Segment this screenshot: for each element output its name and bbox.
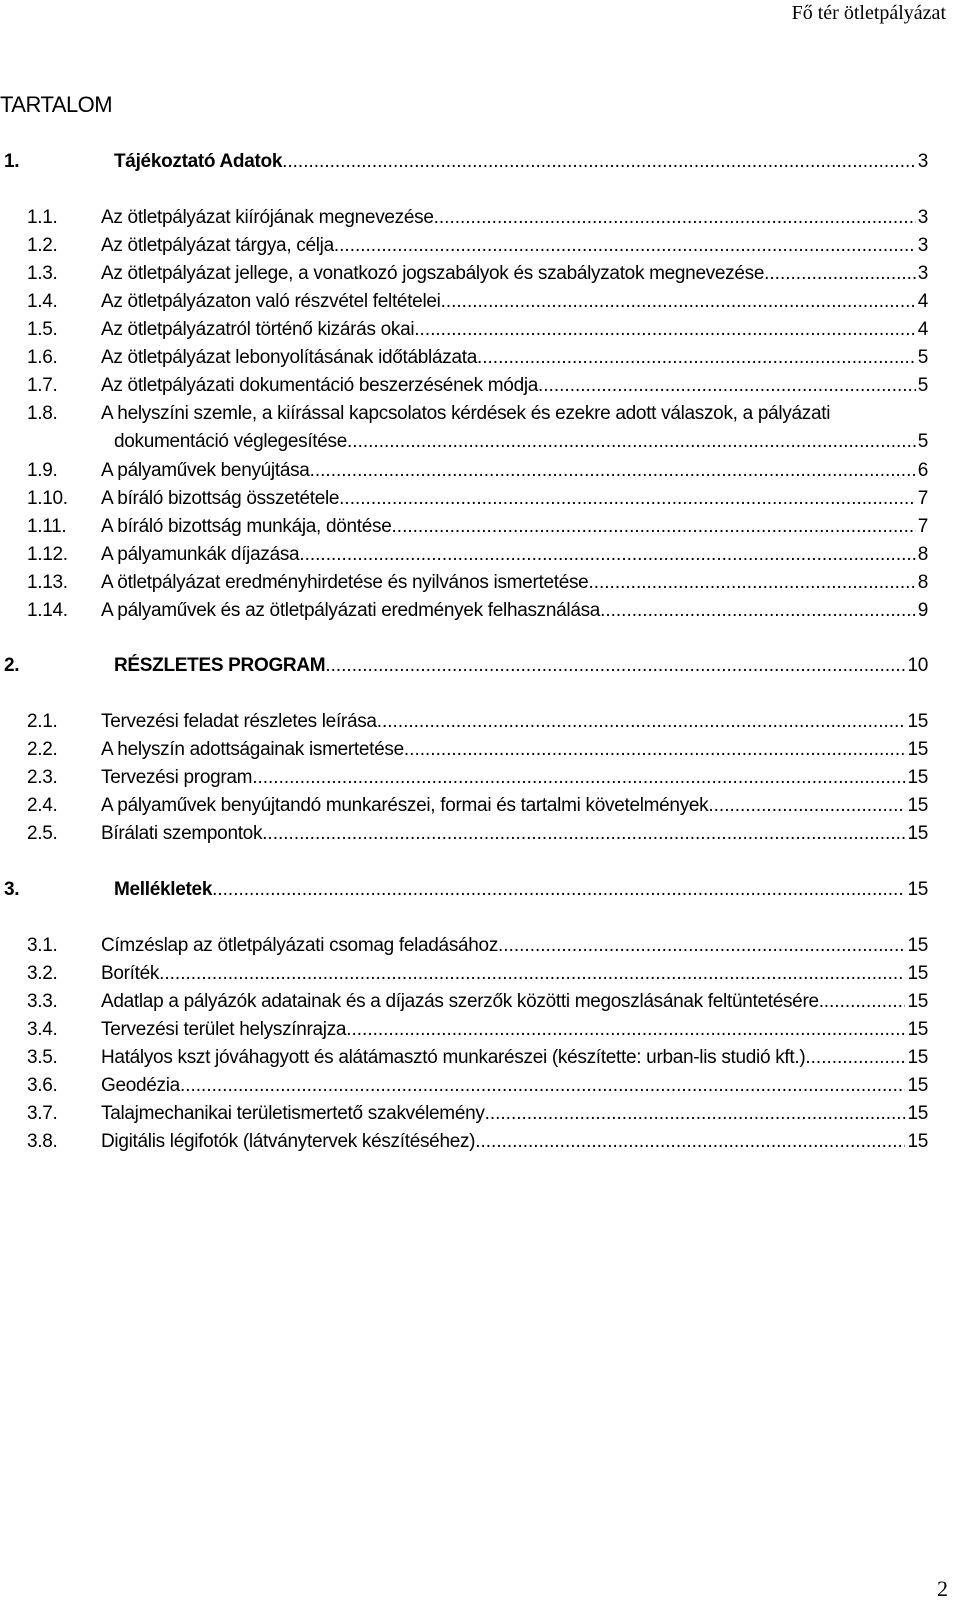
toc-entry-page: 15 xyxy=(907,935,928,956)
toc-entry-page: 8 xyxy=(917,572,928,593)
toc-entry-title: Mellékletek xyxy=(114,879,213,900)
toc-entry-title: Az ötletpályázat lebonyolításának időtáblázata xyxy=(101,347,477,368)
toc-entry-title: Tervezési program xyxy=(101,767,253,788)
toc-entry-number: 1.2. xyxy=(27,235,58,256)
toc-entry-title: Az ötletpályázat jellege, a vonatkozó jogszabályok és szabályzatok megnevezése xyxy=(101,263,765,284)
dot-leader xyxy=(252,766,905,790)
toc-entry-title: A bíráló bizottság munkája, döntése xyxy=(101,516,392,537)
toc-entry-number: 3.3. xyxy=(27,991,58,1012)
dot-leader xyxy=(212,878,905,902)
toc-entry-number: 2.5. xyxy=(27,823,58,844)
toc-entry-title: A pályaművek benyújtandó munkarészei, formai és tartalmi követelmények xyxy=(101,795,709,816)
toc-entry-number: 3.6. xyxy=(27,1075,58,1096)
dot-leader xyxy=(377,710,906,734)
dot-leader xyxy=(475,1130,905,1154)
toc-entry-number: 1. xyxy=(4,151,20,172)
dot-leader xyxy=(708,794,905,818)
toc-entry-number: 1.6. xyxy=(27,347,58,368)
toc-entry-page: 7 xyxy=(917,516,928,537)
toc-entry-title: Bírálati szempontok xyxy=(101,823,263,844)
toc-entry-number: 2.2. xyxy=(27,739,58,760)
dot-leader xyxy=(346,1018,905,1042)
dot-leader xyxy=(404,738,906,762)
dot-leader xyxy=(334,234,916,258)
dot-leader xyxy=(339,487,916,511)
dot-leader xyxy=(159,962,905,986)
toc-entry-page: 15 xyxy=(907,1047,928,1068)
toc-entry-page: 3 xyxy=(917,263,928,284)
toc-entry-number: 1.8. xyxy=(27,403,58,424)
toc-entry-number: 2.3. xyxy=(27,767,58,788)
dot-leader xyxy=(414,318,915,342)
toc-entry-page: 9 xyxy=(917,600,928,621)
toc-entry-title: Címzéslap az ötletpályázati csomag feladásához xyxy=(101,935,499,956)
dot-leader xyxy=(600,599,916,623)
toc-entry-number: 3.5. xyxy=(27,1047,58,1068)
toc-entry-page: 3 xyxy=(917,151,928,172)
dot-leader xyxy=(325,654,905,678)
toc-entry-title: Az ötletpályázati dokumentáció beszerzésének módja xyxy=(101,375,539,396)
toc-entry-number: 1.3. xyxy=(27,263,58,284)
dot-leader xyxy=(824,990,906,1014)
toc-entry-title-line1: A helyszíni szemle, a kiírással kapcsolatos kérdések és ezekre adott válaszok, a pályázati xyxy=(101,403,831,424)
toc-entry-page: 4 xyxy=(917,319,928,340)
toc-entry-number: 3.2. xyxy=(27,963,58,984)
toc-entry-page: 15 xyxy=(907,767,928,788)
toc-entry-title: Tervezési feladat részletes leírása xyxy=(101,711,377,732)
toc-entry-title: RÉSZLETES PROGRAM xyxy=(114,655,326,676)
toc-entry-title: Hatályos kszt jóváhagyott és alátámasztó munkarészei (készítette: urban-lis studió kft.) xyxy=(101,1047,806,1068)
dot-leader xyxy=(538,374,916,398)
toc-entry-page: 8 xyxy=(917,544,928,565)
toc-entry-page: 15 xyxy=(907,823,928,844)
toc-entry-page: 15 xyxy=(907,879,928,900)
toc-entry-number: 3.8. xyxy=(27,1131,58,1152)
toc-entry-page: 15 xyxy=(907,991,928,1012)
dot-leader xyxy=(310,459,916,483)
running-header: Fő tér ötletpályázat xyxy=(791,2,946,24)
toc-entry-page: 15 xyxy=(907,1075,928,1096)
toc-entry-title-line2: dokumentáció véglegesítése xyxy=(114,431,348,452)
toc-entry-number: 1.4. xyxy=(27,291,58,312)
toc-title: TARTALOM xyxy=(0,92,113,117)
toc-entry-page: 3 xyxy=(917,235,928,256)
toc-entry-page: 15 xyxy=(907,1103,928,1124)
dot-leader xyxy=(262,822,905,846)
dot-leader xyxy=(764,262,916,286)
toc-entry-number: 1.1. xyxy=(27,207,58,228)
toc-entry-number: 3. xyxy=(4,879,20,900)
dot-leader xyxy=(441,290,916,314)
page-number: 2 xyxy=(937,1576,948,1601)
dot-leader xyxy=(477,346,916,370)
toc-entry-page: 15 xyxy=(907,739,928,760)
toc-entry-title: A pályamunkák díjazása xyxy=(101,544,300,565)
toc-entry-number: 2. xyxy=(4,655,20,676)
toc-entry-title: Az ötletpályázat tárgya, célja xyxy=(101,235,334,256)
toc-entry-title: Az ötletpályázatról történő kizárás okai xyxy=(101,319,415,340)
toc-entry-title: A helyszín adottságainak ismertetése xyxy=(101,739,404,760)
toc-entry-number: 1.10. xyxy=(27,488,68,509)
toc-entry-page: 6 xyxy=(917,460,928,481)
toc-entry-page: 15 xyxy=(907,1131,928,1152)
toc-entry-page: 5 xyxy=(917,347,928,368)
toc-entry-title: Boríték xyxy=(101,963,160,984)
toc-entry-title: Az ötletpályázaton való részvétel feltételei xyxy=(101,291,441,312)
toc-entry-page: 4 xyxy=(917,291,928,312)
toc-entry-number: 1.11. xyxy=(27,516,67,537)
dot-leader xyxy=(434,206,916,230)
toc-entry-title: A pályaművek benyújtása xyxy=(101,460,310,481)
toc-entry-page: 15 xyxy=(907,711,928,732)
toc-entry-number: 1.5. xyxy=(27,319,58,340)
toc-entry-number: 1.7. xyxy=(27,375,58,396)
dot-leader xyxy=(299,543,915,567)
toc-entry-title: Talajmechanikai területismertető szakvélemény xyxy=(101,1103,485,1124)
dot-leader xyxy=(485,1102,906,1126)
dot-leader xyxy=(282,150,916,174)
toc-entry-page: 3 xyxy=(917,207,928,228)
dot-leader xyxy=(347,430,916,454)
toc-entry-title: A bíráló bizottság összetétele xyxy=(101,488,340,509)
toc-entry-title: Adatlap a pályázók adatainak és a díjazás szerzők közötti megoszlásának feltüntetésére. xyxy=(101,991,824,1012)
toc-entry-page: 5 xyxy=(917,375,928,396)
toc-entry-number: 3.7. xyxy=(27,1103,58,1124)
toc-entry-page: 7 xyxy=(917,488,928,509)
toc-entry-number: 2.1. xyxy=(27,711,58,732)
toc-entry-title: A ötletpályázat eredményhirdetése és nyilvános ismertetése xyxy=(101,572,589,593)
toc-entry-number: 2.4. xyxy=(27,795,58,816)
toc-entry-page: 15 xyxy=(907,963,928,984)
dot-leader xyxy=(805,1046,905,1070)
dot-leader xyxy=(392,515,916,539)
dot-leader xyxy=(588,571,915,595)
toc-entry-title: Tervezési terület helyszínrajza xyxy=(101,1019,347,1040)
toc-entry-number: 1.13. xyxy=(27,572,68,593)
toc-entry-page: 5 xyxy=(917,431,928,452)
toc-entry-page: 10 xyxy=(907,655,928,676)
toc-entry-title: Az ötletpályázat kiírójának megnevezése xyxy=(101,207,434,228)
dot-leader xyxy=(180,1074,906,1098)
toc-entry-title: Geodézia xyxy=(101,1075,180,1096)
toc-entry-number: 1.14. xyxy=(27,600,68,621)
toc-entry-page: 15 xyxy=(907,1019,928,1040)
toc-entry-title: A pályaművek és az ötletpályázati eredmények felhasználása xyxy=(101,600,601,621)
dot-leader xyxy=(498,934,905,958)
toc-entry-title: Tájékoztató Adatok xyxy=(114,151,283,172)
toc-entry-number: 1.9. xyxy=(27,460,58,481)
toc-entry-title: Digitális légifotók (látványtervek készítéséhez) xyxy=(101,1131,476,1152)
toc-entry-page: 15 xyxy=(907,795,928,816)
toc-entry-number: 1.12. xyxy=(27,544,68,565)
toc-entry-number: 3.4. xyxy=(27,1019,58,1040)
toc-entry-number: 3.1. xyxy=(27,935,58,956)
